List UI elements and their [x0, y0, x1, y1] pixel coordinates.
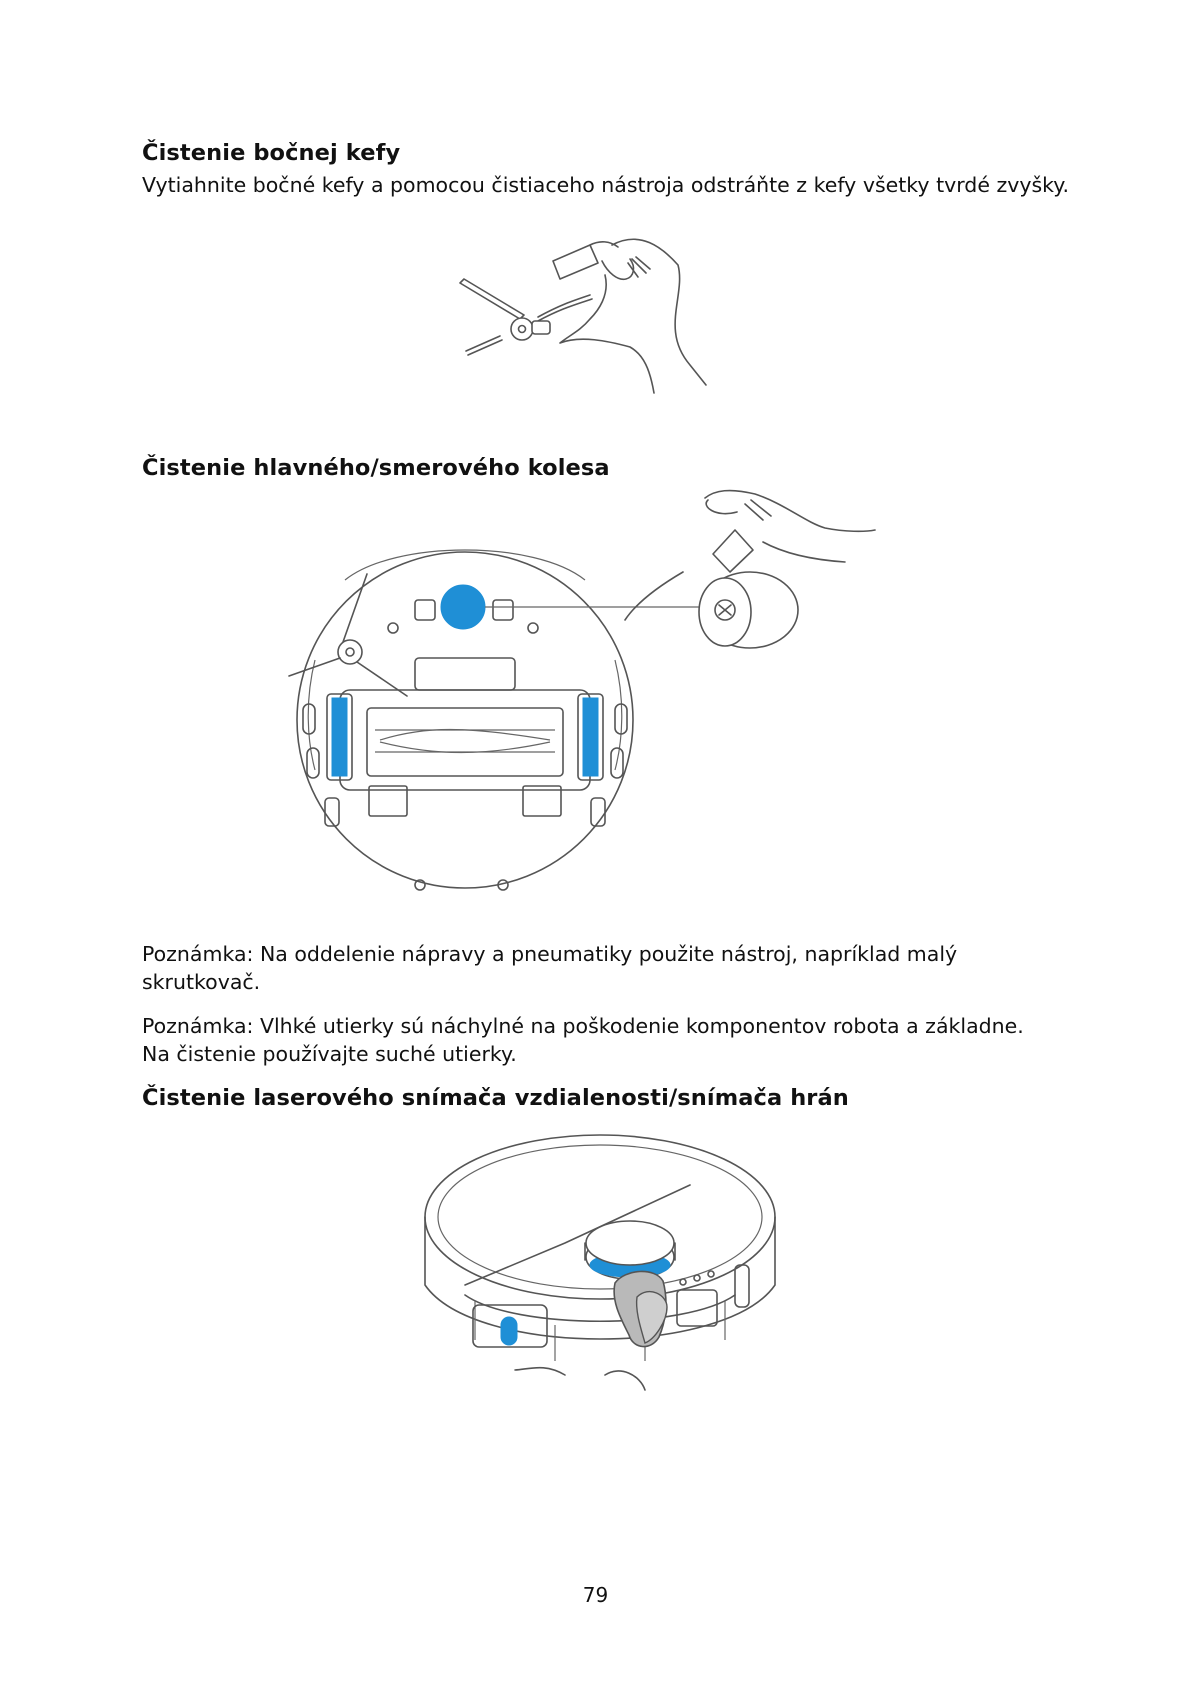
left-wheel-highlight [332, 698, 347, 776]
side-brush-instruction: Vytiahnite bočné kefy a pomocou čistiaceho nástroja odstráňte z kefy všetky tvrdé zvyšky. [142, 173, 1070, 197]
side-brush-cleaning-illustration [440, 235, 760, 400]
note-dry-wipes: Poznámka: Vlhké utierky sú náchylné na poškodenie komponentov robota a základne. Na čistenie používajte suché utierky. [142, 1014, 1024, 1066]
laser-sensor-cleaning-illustration [415, 1125, 785, 1405]
sensor-highlight [441, 585, 485, 629]
cloth-icon [614, 1271, 667, 1346]
right-wheel-highlight [583, 698, 598, 776]
heading-side-brush: Čistenie bočnej kefy [142, 140, 401, 166]
wheel-and-hand-icon [625, 491, 875, 648]
heading-laser: Čistenie laserového snímača vzdialenosti/snímača hrán [142, 1085, 849, 1111]
note-axle: Poznámka: Na oddelenie nápravy a pneumatiky použite nástroj, napríklad malý skrutkovač. [142, 942, 958, 994]
hand-icon [553, 239, 706, 393]
page-number: 79 [582, 1583, 609, 1607]
robot-underside-illustration [285, 490, 945, 920]
edge-sensor-highlight [501, 1317, 517, 1345]
side-brush-icon [289, 574, 407, 696]
side-brush-icon [460, 279, 592, 355]
heading-wheel: Čistenie hlavného/smerového kolesa [142, 455, 610, 481]
